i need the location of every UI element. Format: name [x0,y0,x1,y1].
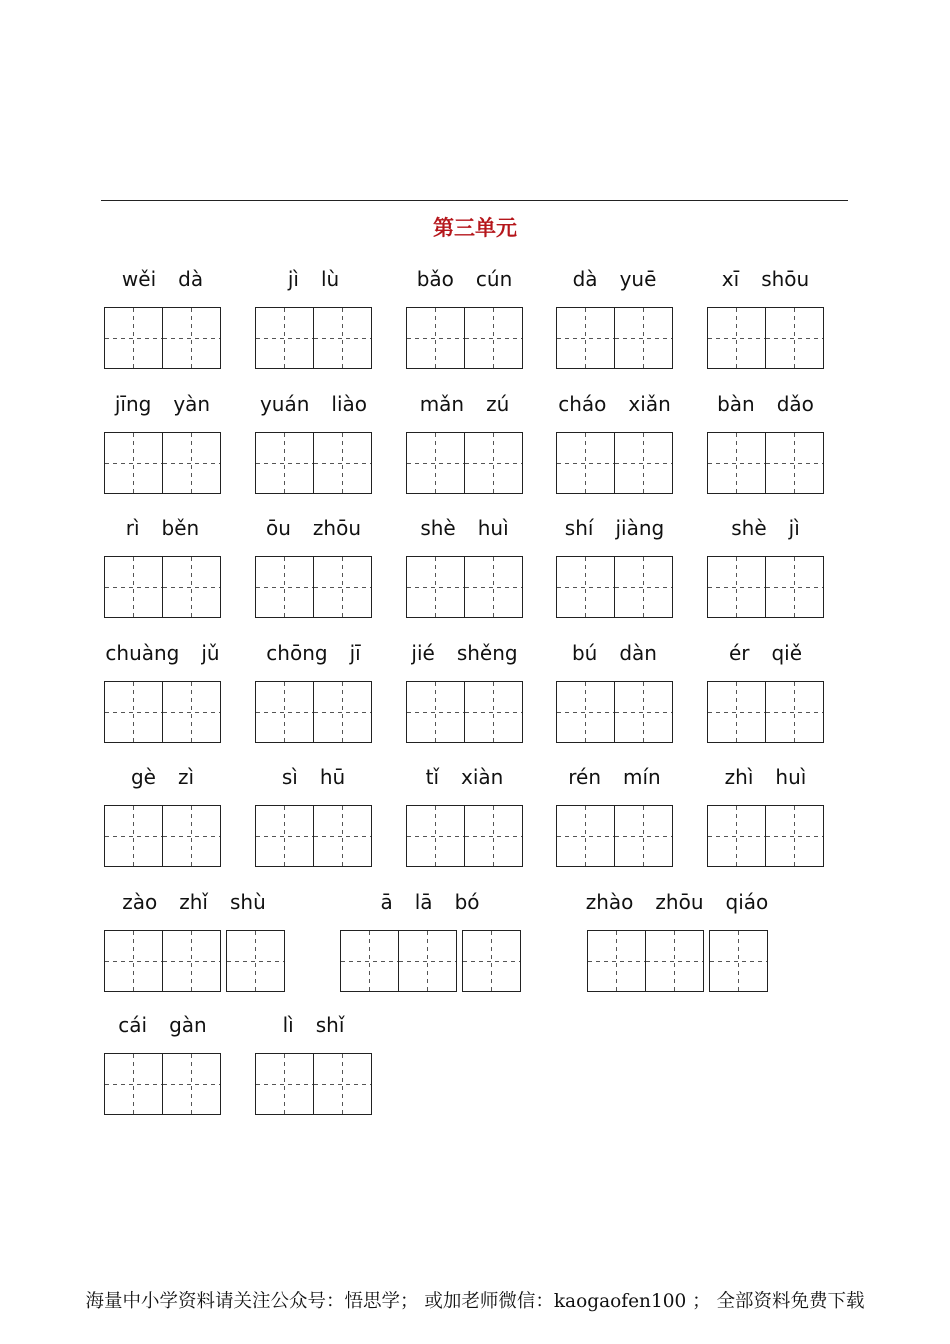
cell-pair [707,681,824,743]
pinyin-syllable: gàn [169,1013,207,1037]
pinyin-syllable: zhào [585,890,634,914]
writing-boxes [255,556,372,618]
writing-cell[interactable] [407,682,464,742]
writing-cell[interactable] [708,433,765,493]
writing-cell[interactable] [313,433,371,493]
writing-boxes [707,307,824,369]
cell-pair [406,681,523,743]
pinyin-row [104,887,284,917]
pinyin-row [707,762,824,792]
pinyin-syllable: xī [721,267,740,291]
pinyin-syllable: zhǐ [179,890,208,914]
writing-cell[interactable] [162,433,220,493]
writing-cell[interactable] [614,308,672,368]
pinyin-syllable: wěi [121,267,157,291]
pinyin-syllable: huì [477,516,509,540]
pinyin-syllable: dà [178,267,204,291]
pinyin-syllable: lù [320,267,340,291]
pinyin-syllable: zào [122,890,158,914]
pinyin-syllable: shù [229,890,266,914]
writing-boxes [255,681,372,743]
writing-cell[interactable] [313,806,371,866]
pinyin-syllable: bàn [717,392,755,416]
cell-pair [255,805,372,867]
writing-boxes [406,307,523,369]
pinyin-syllable: ā [380,890,393,914]
cell-pair [104,805,221,867]
writing-cell[interactable] [557,557,614,617]
writing-cell[interactable] [557,433,614,493]
footer-note: 海量中小学资料请关注公众号：悟思学； 或加老师微信：kaogaofen100 ； 全部资料免费下载 [85,1291,865,1312]
cell-pair [104,1053,221,1115]
page-title: 第三单元 [433,216,517,240]
pinyin-syllable: bú [571,641,598,665]
writing-cell[interactable] [708,806,765,866]
pinyin-syllable: sì [281,765,298,789]
pinyin-row [104,762,221,792]
cell-pair [587,930,704,992]
pinyin-syllable: dàn [619,641,657,665]
writing-cell[interactable] [614,682,672,742]
writing-boxes [104,307,221,369]
writing-boxes [556,681,673,743]
pinyin-syllable: qiáo [725,890,769,914]
pinyin-syllable: jì [788,516,800,540]
cell-single [226,930,285,992]
writing-boxes [104,556,221,618]
writing-cell[interactable] [162,682,220,742]
writing-cell[interactable] [765,806,823,866]
pinyin-syllable: gè [130,765,156,789]
pinyin-syllable: jiàng [615,516,665,540]
writing-boxes [255,432,372,494]
pinyin-syllable: xiàn [461,765,504,789]
writing-cell[interactable] [341,931,398,991]
writing-cell[interactable] [105,1054,162,1114]
pinyin-syllable: shè [731,516,767,540]
writing-cell[interactable] [105,806,162,866]
header-rule [101,200,848,201]
cell-pair [707,805,824,867]
writing-cell[interactable] [557,308,614,368]
pinyin-syllable: shǐ [315,1013,345,1037]
writing-cell[interactable] [407,557,464,617]
pinyin-syllable: bó [454,890,480,914]
pinyin-row [556,513,673,543]
pinyin-syllable: jié [411,641,435,665]
writing-boxes [255,307,372,369]
writing-cell[interactable] [398,931,456,991]
pinyin-syllable: dǎo [776,392,814,416]
writing-cell[interactable] [227,931,284,991]
pinyin-syllable: chōng [266,641,328,665]
writing-boxes [406,805,523,867]
writing-cell[interactable] [313,308,371,368]
cell-pair [406,805,523,867]
pinyin-syllable: cháo [558,392,607,416]
writing-boxes [104,805,221,867]
writing-cell[interactable] [614,806,672,866]
writing-boxes [104,930,285,992]
pinyin-syllable: bǎo [416,267,454,291]
writing-cell[interactable] [256,433,313,493]
pinyin-syllable: yuē [619,267,657,291]
cell-pair [255,1053,372,1115]
writing-cell[interactable] [105,557,162,617]
writing-cell[interactable] [313,1054,371,1114]
writing-cell[interactable] [313,682,371,742]
pinyin-row [104,264,221,294]
pinyin-row [707,389,824,419]
pinyin-row [556,638,673,668]
cell-pair [556,432,673,494]
writing-cell[interactable] [105,433,162,493]
writing-cell[interactable] [765,557,823,617]
writing-cell[interactable] [256,308,313,368]
pinyin-row [255,389,372,419]
cell-pair [556,681,673,743]
cell-pair [104,681,221,743]
pinyin-syllable: yuán [259,392,310,416]
writing-cell[interactable] [557,806,614,866]
writing-cell[interactable] [162,1054,220,1114]
pinyin-syllable: mín [623,765,661,789]
writing-cell[interactable] [557,682,614,742]
pinyin-row [255,1010,372,1040]
writing-cell[interactable] [256,1054,313,1114]
pinyin-syllable: chuàng [105,641,180,665]
pinyin-syllable: zú [486,392,510,416]
writing-cell[interactable] [162,557,220,617]
pinyin-row [340,887,520,917]
pinyin-row [406,264,523,294]
cell-pair [406,432,523,494]
pinyin-syllable: tǐ [425,765,440,789]
writing-boxes [707,681,824,743]
pinyin-row [406,389,523,419]
pinyin-row [556,762,673,792]
writing-cell[interactable] [765,682,823,742]
pinyin-row [104,389,221,419]
pinyin-syllable: jī [349,641,361,665]
writing-boxes [406,681,523,743]
writing-cell[interactable] [710,931,767,991]
writing-cell[interactable] [645,931,703,991]
cell-single [462,930,521,992]
pinyin-row [255,513,372,543]
cell-pair [556,307,673,369]
writing-boxes [255,1053,372,1115]
writing-boxes [556,432,673,494]
pinyin-row [556,264,673,294]
cell-pair [406,556,523,618]
cell-single [709,930,768,992]
writing-boxes [587,930,768,992]
cell-pair [255,307,372,369]
writing-cell[interactable] [407,433,464,493]
pinyin-row [104,513,221,543]
writing-cell[interactable] [765,433,823,493]
writing-cell[interactable] [105,308,162,368]
writing-boxes [406,556,523,618]
pinyin-row [255,638,372,668]
pinyin-syllable: zhì [724,765,754,789]
pinyin-syllable: shōu [761,267,810,291]
writing-cell[interactable] [162,308,220,368]
pinyin-row [406,638,523,668]
pinyin-syllable: rì [125,516,140,540]
cell-pair [707,556,824,618]
writing-boxes [707,556,824,618]
writing-boxes [255,805,372,867]
pinyin-syllable: liào [331,392,368,416]
pinyin-row [707,513,824,543]
writing-boxes [104,681,221,743]
pinyin-syllable: jì [287,267,299,291]
pinyin-syllable: zì [177,765,195,789]
writing-cell[interactable] [463,931,520,991]
writing-cell[interactable] [407,806,464,866]
pinyin-syllable: shí [564,516,594,540]
writing-boxes [340,930,521,992]
writing-boxes [556,307,673,369]
pinyin-syllable: ér [728,641,750,665]
pinyin-syllable: zhōu [655,890,704,914]
cell-pair [104,556,221,618]
writing-boxes [556,805,673,867]
pinyin-syllable: xiǎn [628,392,671,416]
writing-cell[interactable] [588,931,645,991]
cell-pair [255,556,372,618]
cell-pair [707,432,824,494]
writing-cell[interactable] [256,806,313,866]
writing-cell[interactable] [105,931,162,991]
writing-cell[interactable] [708,557,765,617]
writing-cell[interactable] [464,308,522,368]
pinyin-syllable: ōu [265,516,291,540]
pinyin-syllable: rén [568,765,602,789]
pinyin-syllable: dà [572,267,598,291]
pinyin-row [104,638,221,668]
pinyin-syllable: lì [282,1013,294,1037]
cell-pair [104,930,221,992]
writing-boxes [104,1053,221,1115]
writing-cell[interactable] [614,433,672,493]
pinyin-syllable: hū [319,765,346,789]
pinyin-syllable: jīng [114,392,152,416]
cell-pair [556,805,673,867]
pinyin-row [406,762,523,792]
pinyin-syllable: běn [161,516,200,540]
pinyin-syllable: jǔ [201,641,220,665]
cell-pair [707,307,824,369]
writing-cell[interactable] [105,682,162,742]
pinyin-row [255,762,372,792]
pinyin-row [707,638,824,668]
pinyin-row [104,1010,221,1040]
writing-cell[interactable] [708,682,765,742]
pinyin-syllable: mǎn [419,392,465,416]
pinyin-syllable: shěng [456,641,518,665]
writing-boxes [707,805,824,867]
cell-pair [255,681,372,743]
pinyin-syllable: lā [414,890,433,914]
writing-cell[interactable] [464,433,522,493]
writing-cell[interactable] [162,931,220,991]
writing-boxes [556,556,673,618]
pinyin-row [255,264,372,294]
pinyin-syllable: qiě [771,641,803,665]
cell-pair [406,307,523,369]
pinyin-row [556,389,673,419]
cell-pair [556,556,673,618]
cell-pair [104,432,221,494]
writing-cell[interactable] [162,806,220,866]
writing-cell[interactable] [313,557,371,617]
writing-cell[interactable] [708,308,765,368]
pinyin-syllable: huì [775,765,807,789]
pinyin-syllable: cún [475,267,513,291]
pinyin-row [406,513,523,543]
writing-boxes [406,432,523,494]
writing-boxes [104,432,221,494]
pinyin-syllable: shè [420,516,456,540]
pinyin-syllable: yàn [173,392,211,416]
writing-boxes [707,432,824,494]
cell-pair [340,930,457,992]
pinyin-syllable: cái [118,1013,148,1037]
writing-cell[interactable] [464,682,522,742]
writing-cell[interactable] [256,682,313,742]
writing-cell[interactable] [614,557,672,617]
writing-cell[interactable] [464,806,522,866]
cell-pair [255,432,372,494]
cell-pair [104,307,221,369]
pinyin-syllable: zhōu [312,516,361,540]
writing-cell[interactable] [407,308,464,368]
writing-cell[interactable] [464,557,522,617]
writing-cell[interactable] [765,308,823,368]
writing-cell[interactable] [256,557,313,617]
pinyin-row [587,887,767,917]
pinyin-row [707,264,824,294]
